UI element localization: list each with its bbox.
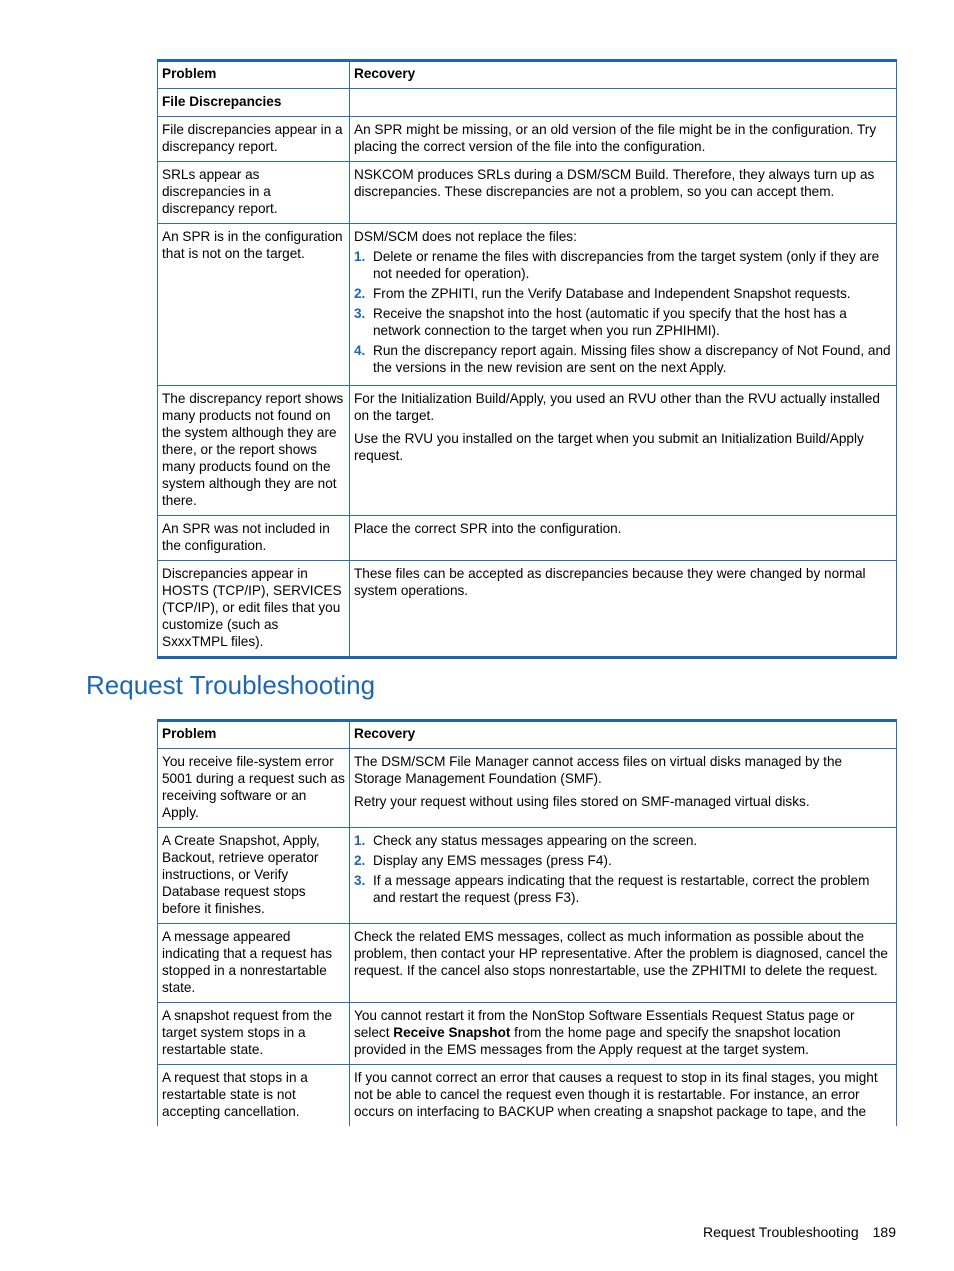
- step-number: 4.: [354, 343, 366, 358]
- table-row: [158, 561, 897, 658]
- recovery-text-after: from the home page and specify the snapshot location provided in the EMS messages from the Apply request at the target system.: [354, 1025, 841, 1057]
- recovery-cell: [350, 1003, 897, 1065]
- problem-cell: SRLs appear as discrepancies in a discrepancy report.: [158, 162, 350, 224]
- recovery-text: For the Initialization Build/Apply, you used an RVU other than the RVU actually installed on the target.: [354, 391, 880, 423]
- recovery-text: If you cannot correct an error that causes a request to stop in its final stages, you might not be able to cancel the request even though it is restartable. For instance, an error occurs on interfacing to BACKUP when creating a snapshot package to tape, and the: [354, 1070, 878, 1119]
- step-text: Delete or rename the files with discrepancies from the target system (only if they are not needed for operation).: [373, 249, 880, 281]
- problem-cell: A message appeared indicating that a request has stopped in a nonrestartable state.: [158, 924, 350, 1003]
- request-troubleshooting-table: [157, 719, 897, 1126]
- page-footer: [600, 1223, 896, 1241]
- step-number: 1.: [354, 249, 366, 264]
- problem-cell: The discrepancy report shows many products not found on the system although they are there, or the report shows many products found on the system although they are not there.: [158, 386, 350, 516]
- recovery-text: These files can be accepted as discrepancies because they were changed by normal system operations.: [354, 566, 866, 598]
- step-number: 2.: [354, 853, 366, 868]
- recovery-cell: [350, 561, 897, 658]
- table-row: [158, 924, 897, 1003]
- table-row: [158, 386, 897, 516]
- recovery-text: NSKCOM produces SRLs during a DSM/SCM Build. Therefore, they always turn up as discrepancies. These discrepancies are not a problem, so you can accept them.: [354, 167, 875, 199]
- recovery-cell: [350, 162, 897, 224]
- list-item: [354, 872, 892, 906]
- section-heading: Request Troubleshooting: [86, 670, 376, 700]
- recovery-cell: [350, 924, 897, 1003]
- recovery-cell: [350, 117, 897, 162]
- recovery-text: An SPR might be missing, or an old version of the file might be in the configuration. Try placing the correct version of the file into the configuration.: [354, 122, 877, 154]
- problem-cell: You receive file-system error 5001 during a request such as receiving software or an Apply.: [158, 749, 350, 828]
- column-header-problem: Problem: [158, 721, 350, 749]
- column-header-recovery: Recovery: [350, 61, 897, 89]
- recovery-cell: [350, 386, 897, 516]
- step-number: 2.: [354, 286, 366, 301]
- table-row: [158, 162, 897, 224]
- table-section-row: [158, 89, 897, 117]
- list-item: [354, 342, 892, 376]
- problem-cell: An SPR is in the configuration that is not on the target.: [158, 224, 350, 386]
- column-header-problem: Problem: [158, 61, 350, 89]
- problem-cell: A request that stops in a restartable state is not accepting cancellation.: [158, 1065, 350, 1127]
- list-item: [354, 248, 892, 282]
- problem-cell: File discrepancies appear in a discrepancy report.: [158, 117, 350, 162]
- section-row-empty-cell: [350, 89, 897, 117]
- receive-snapshot-term: Receive Snapshot: [393, 1025, 511, 1040]
- step-text: Receive the snapshot into the host (automatic if you specify that the host has a network connection to the target when you run ZPHIHMI).: [373, 306, 847, 338]
- step-text: Check any status messages appearing on the screen.: [373, 833, 698, 848]
- table-row: [158, 1003, 897, 1065]
- list-item: [354, 832, 892, 849]
- table-row: [158, 749, 897, 828]
- recovery-intro: DSM/SCM does not replace the files:: [354, 229, 577, 244]
- list-item: [354, 285, 892, 302]
- step-text: From the ZPHITI, run the Verify Database and Independent Snapshot requests.: [373, 286, 851, 301]
- step-number: 1.: [354, 833, 366, 848]
- recovery-cell: [350, 516, 897, 561]
- table-header-row: [158, 721, 897, 749]
- column-header-recovery: Recovery: [350, 721, 897, 749]
- recovery-cell: [350, 1065, 897, 1127]
- step-text: Run the discrepancy report again. Missing files show a discrepancy of Not Found, and the versions in the new revision are sent on the next Apply.: [373, 343, 891, 375]
- recovery-cell: [350, 749, 897, 828]
- recovery-text: Check the related EMS messages, collect as much information as possible about the problem, then contact your HP representative. After the problem is diagnosed, cancel the request. If the cancel also stops nonrestartable, use the ZPHITMI to delete the request.: [354, 929, 888, 978]
- section-row-label: File Discrepancies: [158, 89, 350, 117]
- list-item: [354, 305, 892, 339]
- table-row: [158, 1065, 897, 1127]
- table-header-row: [158, 61, 897, 89]
- problem-cell: A Create Snapshot, Apply, Backout, retrieve operator instructions, or Verify Database request stops before it finishes.: [158, 828, 350, 924]
- table-row: [158, 117, 897, 162]
- page-number: 189: [872, 1224, 896, 1240]
- recovery-text: Use the RVU you installed on the target when you submit an Initialization Build/Apply request.: [354, 431, 864, 463]
- file-discrepancies-table: [157, 59, 897, 659]
- step-text: If a message appears indicating that the request is restartable, correct the problem and restart the request (press F3).: [373, 873, 870, 905]
- step-text: Display any EMS messages (press F4).: [373, 853, 612, 868]
- table-row: [158, 828, 897, 924]
- problem-cell: A snapshot request from the target system stops in a restartable state.: [158, 1003, 350, 1065]
- recovery-text: Place the correct SPR into the configuration.: [354, 521, 622, 536]
- table-row: [158, 224, 897, 386]
- recovery-text: The DSM/SCM File Manager cannot access files on virtual disks managed by the Storage Management Foundation (SMF).: [354, 754, 843, 786]
- step-number: 3.: [354, 873, 366, 888]
- recovery-cell: [350, 224, 897, 386]
- footer-section-title: Request Troubleshooting: [702, 1224, 859, 1240]
- list-item: [354, 852, 892, 869]
- problem-cell: An SPR was not included in the configuration.: [158, 516, 350, 561]
- step-number: 3.: [354, 306, 366, 321]
- recovery-text: Retry your request without using files stored on SMF-managed virtual disks.: [354, 794, 810, 809]
- recovery-text-before: You cannot restart it from the NonStop Software Essentials Request Status page or select: [354, 1008, 855, 1040]
- table-row: [158, 516, 897, 561]
- recovery-steps-list: [354, 832, 892, 906]
- recovery-text: [354, 1007, 892, 1058]
- recovery-steps-list: [354, 248, 892, 376]
- recovery-cell: [350, 828, 897, 924]
- problem-cell: Discrepancies appear in HOSTS (TCP/IP), SERVICES (TCP/IP), or edit files that you customize (such as SxxxTMPL files).: [158, 561, 350, 658]
